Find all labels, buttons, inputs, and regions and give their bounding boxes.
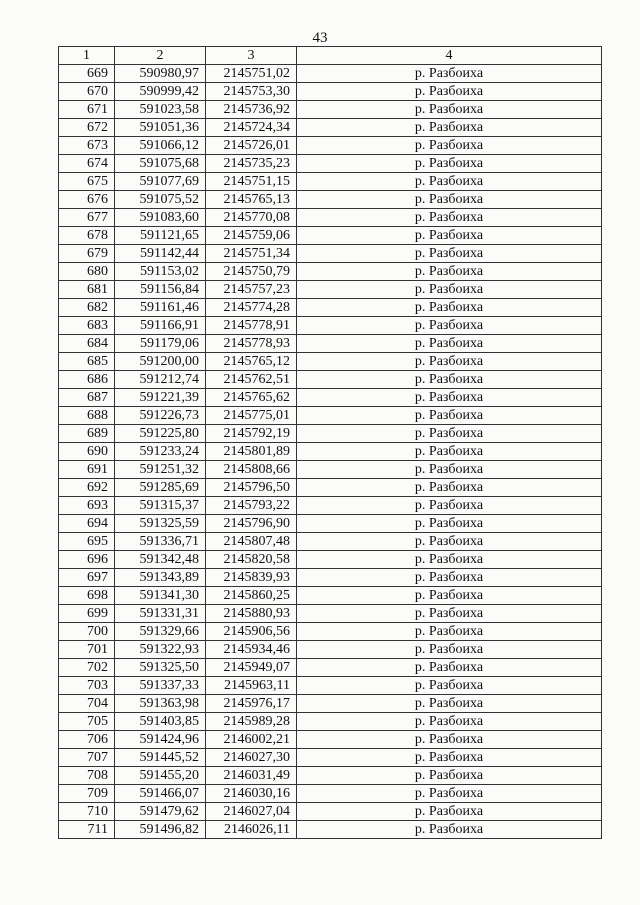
table-row: [59, 425, 602, 443]
y-coordinate-cell: 2145750,79: [206, 263, 297, 281]
y-coordinate-cell: 2145753,30: [206, 83, 297, 101]
x-coordinate-cell: 591336,71: [115, 533, 206, 551]
point-number-cell: 711: [59, 821, 115, 839]
location-cell: р. Разбоиха: [297, 299, 602, 317]
header-row: [59, 47, 602, 65]
y-coordinate-cell: 2146031,49: [206, 767, 297, 785]
table-row: [59, 389, 602, 407]
y-coordinate-cell: 2145880,93: [206, 605, 297, 623]
table-header: [59, 47, 602, 65]
point-number-cell: 682: [59, 299, 115, 317]
location-cell: р. Разбоиха: [297, 785, 602, 803]
point-number-cell: 673: [59, 137, 115, 155]
location-cell: р. Разбоиха: [297, 407, 602, 425]
table-body: [59, 65, 602, 839]
x-coordinate-cell: 591445,52: [115, 749, 206, 767]
y-coordinate-cell: 2145796,90: [206, 515, 297, 533]
point-number-cell: 683: [59, 317, 115, 335]
table-row: [59, 299, 602, 317]
location-cell: р. Разбоиха: [297, 191, 602, 209]
page-number: 43: [312, 30, 328, 46]
point-number-cell: 706: [59, 731, 115, 749]
y-coordinate-cell: 2145807,48: [206, 533, 297, 551]
point-number-cell: 696: [59, 551, 115, 569]
x-coordinate-cell: 591342,48: [115, 551, 206, 569]
point-number-cell: 702: [59, 659, 115, 677]
table-row: [59, 227, 602, 245]
point-number-cell: 710: [59, 803, 115, 821]
location-cell: р. Разбоиха: [297, 605, 602, 623]
location-cell: р. Разбоиха: [297, 371, 602, 389]
y-coordinate-cell: 2145770,08: [206, 209, 297, 227]
location-cell: р. Разбоиха: [297, 497, 602, 515]
table-row: [59, 767, 602, 785]
x-coordinate-cell: 591285,69: [115, 479, 206, 497]
point-number-cell: 672: [59, 119, 115, 137]
y-coordinate-cell: 2145778,91: [206, 317, 297, 335]
point-number-cell: 684: [59, 335, 115, 353]
x-coordinate-cell: 591212,74: [115, 371, 206, 389]
x-coordinate-cell: 591325,59: [115, 515, 206, 533]
header-col-3: 3: [206, 47, 297, 65]
table-row: [59, 569, 602, 587]
x-coordinate-cell: 591331,31: [115, 605, 206, 623]
x-coordinate-cell: 591075,68: [115, 155, 206, 173]
location-cell: р. Разбоиха: [297, 749, 602, 767]
table-row: [59, 659, 602, 677]
table-row: [59, 317, 602, 335]
location-cell: р. Разбоиха: [297, 461, 602, 479]
table-row: [59, 551, 602, 569]
point-number-cell: 674: [59, 155, 115, 173]
location-cell: р. Разбоиха: [297, 281, 602, 299]
location-cell: р. Разбоиха: [297, 533, 602, 551]
x-coordinate-cell: 591325,50: [115, 659, 206, 677]
x-coordinate-cell: 591343,89: [115, 569, 206, 587]
x-coordinate-cell: 591315,37: [115, 497, 206, 515]
location-cell: р. Разбоиха: [297, 695, 602, 713]
y-coordinate-cell: 2145736,92: [206, 101, 297, 119]
point-number-cell: 694: [59, 515, 115, 533]
point-number-cell: 690: [59, 443, 115, 461]
location-cell: р. Разбоиха: [297, 83, 602, 101]
x-coordinate-cell: 591166,91: [115, 317, 206, 335]
y-coordinate-cell: 2145762,51: [206, 371, 297, 389]
point-number-cell: 692: [59, 479, 115, 497]
x-coordinate-cell: 591337,33: [115, 677, 206, 695]
point-number-cell: 708: [59, 767, 115, 785]
point-number-cell: 704: [59, 695, 115, 713]
point-number-cell: 698: [59, 587, 115, 605]
x-coordinate-cell: 591251,32: [115, 461, 206, 479]
point-number-cell: 697: [59, 569, 115, 587]
y-coordinate-cell: 2145735,23: [206, 155, 297, 173]
table-row: [59, 713, 602, 731]
location-cell: р. Разбоиха: [297, 209, 602, 227]
x-coordinate-cell: 591479,62: [115, 803, 206, 821]
x-coordinate-cell: 590999,42: [115, 83, 206, 101]
location-cell: р. Разбоиха: [297, 137, 602, 155]
y-coordinate-cell: 2146027,30: [206, 749, 297, 767]
y-coordinate-cell: 2145765,62: [206, 389, 297, 407]
x-coordinate-cell: 591322,93: [115, 641, 206, 659]
point-number-cell: 676: [59, 191, 115, 209]
y-coordinate-cell: 2146030,16: [206, 785, 297, 803]
table-row: [59, 335, 602, 353]
table-row: [59, 65, 602, 83]
location-cell: р. Разбоиха: [297, 155, 602, 173]
location-cell: р. Разбоиха: [297, 389, 602, 407]
y-coordinate-cell: 2145765,12: [206, 353, 297, 371]
y-coordinate-cell: 2145906,56: [206, 623, 297, 641]
table-row: [59, 119, 602, 137]
table-row: [59, 785, 602, 803]
x-coordinate-cell: 591051,36: [115, 119, 206, 137]
table-row: [59, 641, 602, 659]
point-number-cell: 689: [59, 425, 115, 443]
point-number-cell: 685: [59, 353, 115, 371]
table-row: [59, 479, 602, 497]
x-coordinate-cell: 591121,65: [115, 227, 206, 245]
y-coordinate-cell: 2146027,04: [206, 803, 297, 821]
y-coordinate-cell: 2145793,22: [206, 497, 297, 515]
point-number-cell: 699: [59, 605, 115, 623]
location-cell: р. Разбоиха: [297, 803, 602, 821]
y-coordinate-cell: 2145751,02: [206, 65, 297, 83]
x-coordinate-cell: 591023,58: [115, 101, 206, 119]
y-coordinate-cell: 2145808,66: [206, 461, 297, 479]
coordinates-table: [58, 46, 602, 839]
y-coordinate-cell: 2145778,93: [206, 335, 297, 353]
location-cell: р. Разбоиха: [297, 65, 602, 83]
x-coordinate-cell: 591466,07: [115, 785, 206, 803]
table-row: [59, 353, 602, 371]
table-row: [59, 605, 602, 623]
header-col-2: 2: [115, 47, 206, 65]
location-cell: р. Разбоиха: [297, 515, 602, 533]
y-coordinate-cell: 2145934,46: [206, 641, 297, 659]
location-cell: р. Разбоиха: [297, 659, 602, 677]
x-coordinate-cell: 591225,80: [115, 425, 206, 443]
y-coordinate-cell: 2145759,06: [206, 227, 297, 245]
point-number-cell: 691: [59, 461, 115, 479]
point-number-cell: 678: [59, 227, 115, 245]
location-cell: р. Разбоиха: [297, 569, 602, 587]
table-row: [59, 515, 602, 533]
x-coordinate-cell: 591142,44: [115, 245, 206, 263]
table-row: [59, 407, 602, 425]
x-coordinate-cell: 591233,24: [115, 443, 206, 461]
x-coordinate-cell: 591179,06: [115, 335, 206, 353]
x-coordinate-cell: 591221,39: [115, 389, 206, 407]
x-coordinate-cell: 591083,60: [115, 209, 206, 227]
table-row: [59, 209, 602, 227]
location-cell: р. Разбоиха: [297, 425, 602, 443]
x-coordinate-cell: 591156,84: [115, 281, 206, 299]
point-number-cell: 681: [59, 281, 115, 299]
x-coordinate-cell: 591455,20: [115, 767, 206, 785]
location-cell: р. Разбоиха: [297, 713, 602, 731]
y-coordinate-cell: 2145765,13: [206, 191, 297, 209]
table-row: [59, 83, 602, 101]
point-number-cell: 688: [59, 407, 115, 425]
table-row: [59, 137, 602, 155]
y-coordinate-cell: 2145839,93: [206, 569, 297, 587]
x-coordinate-cell: 591200,00: [115, 353, 206, 371]
y-coordinate-cell: 2145860,25: [206, 587, 297, 605]
location-cell: р. Разбоиха: [297, 587, 602, 605]
point-number-cell: 700: [59, 623, 115, 641]
table-row: [59, 155, 602, 173]
x-coordinate-cell: 591329,66: [115, 623, 206, 641]
x-coordinate-cell: 591424,96: [115, 731, 206, 749]
point-number-cell: 707: [59, 749, 115, 767]
location-cell: р. Разбоиха: [297, 119, 602, 137]
location-cell: р. Разбоиха: [297, 335, 602, 353]
x-coordinate-cell: 591066,12: [115, 137, 206, 155]
table-row: [59, 443, 602, 461]
point-number-cell: 669: [59, 65, 115, 83]
y-coordinate-cell: 2145724,34: [206, 119, 297, 137]
point-number-cell: 680: [59, 263, 115, 281]
table-row: [59, 245, 602, 263]
table-row: [59, 677, 602, 695]
header-col-1: 1: [59, 47, 115, 65]
point-number-cell: 686: [59, 371, 115, 389]
table-row: [59, 497, 602, 515]
table-row: [59, 101, 602, 119]
location-cell: р. Разбоиха: [297, 227, 602, 245]
point-number-cell: 695: [59, 533, 115, 551]
x-coordinate-cell: 591403,85: [115, 713, 206, 731]
y-coordinate-cell: 2145796,50: [206, 479, 297, 497]
y-coordinate-cell: 2145751,15: [206, 173, 297, 191]
x-coordinate-cell: 591161,46: [115, 299, 206, 317]
point-number-cell: 709: [59, 785, 115, 803]
y-coordinate-cell: 2145989,28: [206, 713, 297, 731]
point-number-cell: 679: [59, 245, 115, 263]
point-number-cell: 670: [59, 83, 115, 101]
point-number-cell: 693: [59, 497, 115, 515]
location-cell: р. Разбоиха: [297, 767, 602, 785]
header-col-4: 4: [297, 47, 602, 65]
y-coordinate-cell: 2145976,17: [206, 695, 297, 713]
y-coordinate-cell: 2145774,28: [206, 299, 297, 317]
y-coordinate-cell: 2146026,11: [206, 821, 297, 839]
x-coordinate-cell: 591077,69: [115, 173, 206, 191]
location-cell: р. Разбоиха: [297, 623, 602, 641]
table-row: [59, 461, 602, 479]
point-number-cell: 671: [59, 101, 115, 119]
location-cell: р. Разбоиха: [297, 101, 602, 119]
point-number-cell: 703: [59, 677, 115, 695]
location-cell: р. Разбоиха: [297, 821, 602, 839]
y-coordinate-cell: 2145757,23: [206, 281, 297, 299]
point-number-cell: 705: [59, 713, 115, 731]
location-cell: р. Разбоиха: [297, 353, 602, 371]
point-number-cell: 675: [59, 173, 115, 191]
x-coordinate-cell: 590980,97: [115, 65, 206, 83]
location-cell: р. Разбоиха: [297, 263, 602, 281]
x-coordinate-cell: 591496,82: [115, 821, 206, 839]
table-row: [59, 191, 602, 209]
location-cell: р. Разбоиха: [297, 479, 602, 497]
table-row: [59, 749, 602, 767]
table-row: [59, 587, 602, 605]
x-coordinate-cell: 591363,98: [115, 695, 206, 713]
table-row: [59, 281, 602, 299]
location-cell: р. Разбоиха: [297, 317, 602, 335]
y-coordinate-cell: 2145820,58: [206, 551, 297, 569]
point-number-cell: 701: [59, 641, 115, 659]
table-row: [59, 371, 602, 389]
table-row: [59, 173, 602, 191]
location-cell: р. Разбоиха: [297, 677, 602, 695]
location-cell: р. Разбоиха: [297, 173, 602, 191]
location-cell: р. Разбоиха: [297, 551, 602, 569]
x-coordinate-cell: 591075,52: [115, 191, 206, 209]
y-coordinate-cell: 2145801,89: [206, 443, 297, 461]
x-coordinate-cell: 591341,30: [115, 587, 206, 605]
table-row: [59, 731, 602, 749]
y-coordinate-cell: 2145949,07: [206, 659, 297, 677]
y-coordinate-cell: 2145792,19: [206, 425, 297, 443]
location-cell: р. Разбоиха: [297, 641, 602, 659]
x-coordinate-cell: 591153,02: [115, 263, 206, 281]
location-cell: р. Разбоиха: [297, 245, 602, 263]
table-row: [59, 803, 602, 821]
table-row: [59, 533, 602, 551]
point-number-cell: 687: [59, 389, 115, 407]
y-coordinate-cell: 2145726,01: [206, 137, 297, 155]
table-row: [59, 821, 602, 839]
table-row: [59, 263, 602, 281]
y-coordinate-cell: 2146002,21: [206, 731, 297, 749]
point-number-cell: 677: [59, 209, 115, 227]
y-coordinate-cell: 2145751,34: [206, 245, 297, 263]
x-coordinate-cell: 591226,73: [115, 407, 206, 425]
location-cell: р. Разбоиха: [297, 731, 602, 749]
table-row: [59, 695, 602, 713]
location-cell: р. Разбоиха: [297, 443, 602, 461]
y-coordinate-cell: 2145963,11: [206, 677, 297, 695]
y-coordinate-cell: 2145775,01: [206, 407, 297, 425]
table-row: [59, 623, 602, 641]
